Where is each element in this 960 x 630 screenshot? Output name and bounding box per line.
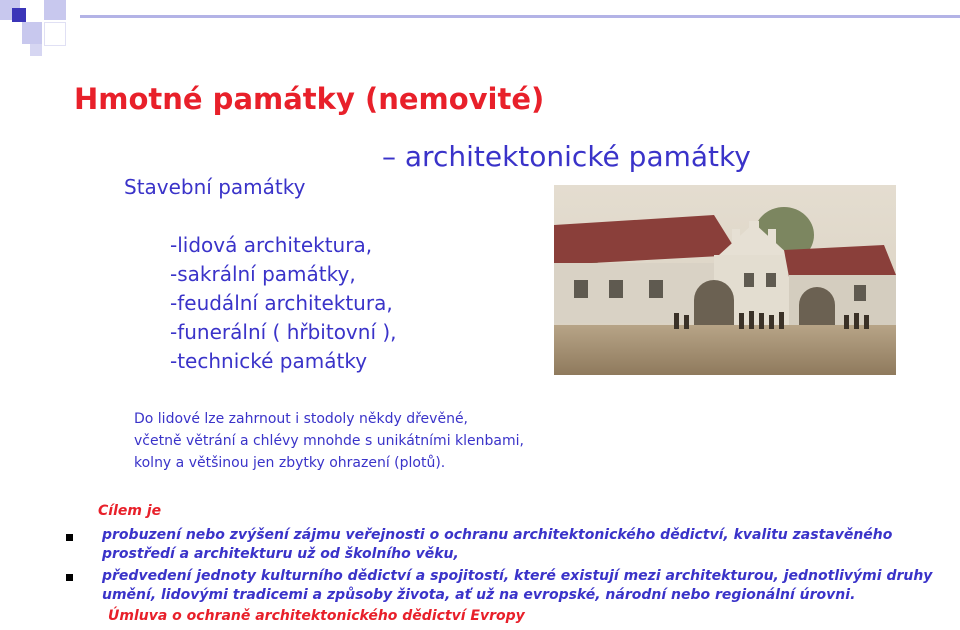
list-item: -sakrální památky, [170, 262, 356, 286]
goal-line: probuzení nebo zvýšení zájmu veřejnosti o ochranu architektonického dědictví, kvalitu zastavěného [102, 527, 893, 543]
decor-square [12, 8, 26, 22]
header-rule [80, 15, 960, 18]
slide-title: Hmotné památky (nemovité) [74, 82, 545, 116]
village-photo [554, 185, 896, 375]
folk-architecture-note [134, 408, 524, 474]
decor-square [44, 22, 66, 46]
goal-item [102, 526, 892, 564]
list-item: -feudální architektura, [170, 291, 393, 315]
decor-square [22, 22, 42, 44]
bullet-icon [66, 574, 73, 581]
goal-item [102, 567, 932, 605]
note-line: včetně větrání a chlévy mnohde s unikátními klenbami, [134, 433, 524, 449]
goal-line: předvedení jednoty kulturního dědictví a spojitostí, které existují mezi architekturou, jednotlivými druhy [102, 568, 933, 584]
list-item: -lidová architektura, [170, 233, 373, 257]
list-item: -funerální ( hřbitovní ), [170, 320, 397, 344]
slide-subtitle: – architektonické památky [382, 140, 751, 173]
goal-label: Cílem je [98, 503, 162, 519]
bullet-icon [66, 534, 73, 541]
note-line: Do lidové lze zahrnout i stodoly někdy dřevěné, [134, 411, 469, 427]
note-line: kolny a většinou jen zbytky ohrazení (plotů). [134, 455, 446, 471]
section-label: Stavební památky [124, 175, 306, 199]
decor-square [44, 0, 66, 20]
source-citation: Úmluva o ochraně architektonického dědictví Evropy [108, 608, 525, 624]
goal-line: umění, lidovými tradicemi a způsoby života, ať už na evropské, národní nebo regionální úrovni. [102, 587, 856, 603]
decor-square [30, 44, 42, 56]
list-item: -technické památky [170, 349, 368, 373]
goal-line: prostředí a architekturu už od školního věku, [102, 546, 459, 562]
monument-types-list [170, 231, 397, 376]
